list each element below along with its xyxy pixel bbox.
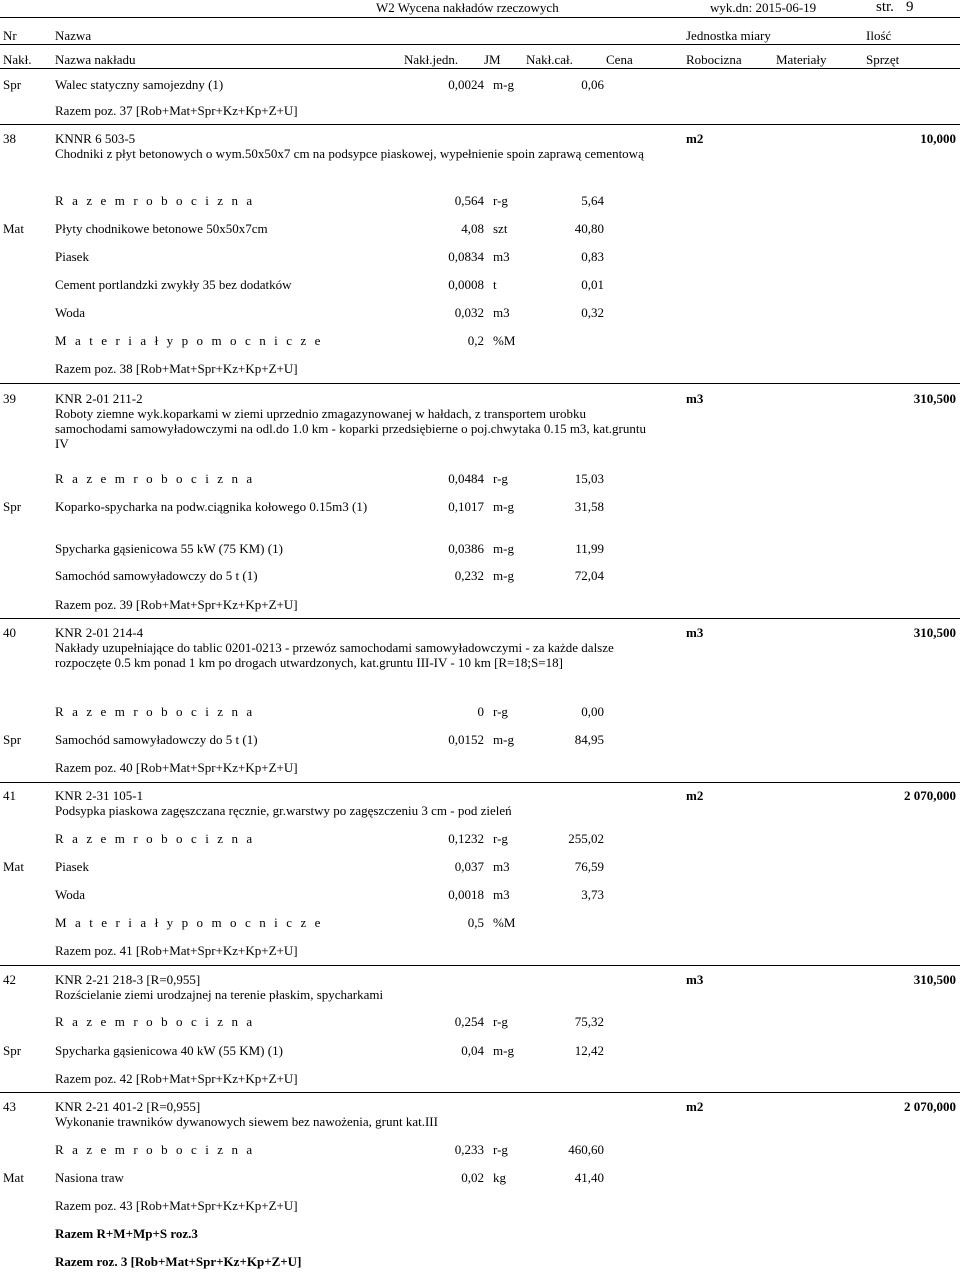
total-value: 11,99: [575, 541, 604, 556]
position-summary: Razem poz. 38 [Rob+Mat+Spr+Kz+Kp+Z+U]: [55, 361, 298, 376]
position-divider: [0, 782, 960, 783]
position-quantity: 2 070,000: [904, 788, 956, 803]
unit-measure: r-g: [493, 471, 508, 486]
position-divider: [0, 965, 960, 966]
resource-name: Piasek: [55, 249, 89, 264]
position-description: Roboty ziemne wyk.koparkami w ziemi uprzednio zmagazynowanej w hałdach, z transportem urobku samochodami samowyładowczymi na odl.do 1.0 km - koparki przedsiębierne o poj.chwytaka 0.15 m3, kat.gruntu IV: [55, 406, 646, 451]
header-nazwa-nakladu: Nazwa nakładu: [55, 52, 136, 67]
unit-value: 0,1017: [448, 499, 484, 514]
resource-type: Spr: [3, 499, 22, 514]
resource-name: Spycharka gąsienicowa 40 kW (55 KM) (1): [55, 1043, 283, 1058]
header-robocizna: Robocizna: [686, 52, 742, 67]
header-jednostka-miary: Jednostka miary: [686, 28, 771, 43]
resource-name: Woda: [55, 305, 85, 320]
unit-measure: m-g: [493, 732, 514, 747]
position-description: Podsypka piaskowa zagęszczana ręcznie, gr.warstwy po zagęszczeniu 3 cm - pod zieleń: [55, 803, 512, 818]
header-divider-middle: [0, 44, 960, 45]
resource-type: Mat: [3, 221, 24, 236]
resource-name: Samochód samowyładowczy do 5 t (1): [55, 568, 258, 583]
total-value: 3,73: [581, 887, 604, 902]
resource-name: Samochód samowyładowczy do 5 t (1): [55, 732, 258, 747]
total-value: 12,42: [574, 1043, 604, 1058]
header-sprzet: Sprzęt: [866, 52, 900, 67]
position-quantity: 310,500: [913, 391, 956, 406]
total-value: 0,06: [581, 77, 604, 92]
total-value: 0,32: [581, 305, 604, 320]
unit-value: 0,037: [454, 859, 484, 874]
unit-measure: r-g: [493, 831, 508, 846]
position-number: 42: [3, 972, 16, 987]
labor-total-label: R a z e m r o b o c i z n a: [55, 1142, 255, 1157]
unit-value: 0,1232: [448, 831, 484, 846]
unit-value: 0,0834: [448, 249, 484, 264]
resource-name: Piasek: [55, 859, 89, 874]
total-value: 5,64: [581, 193, 604, 208]
unit-value: 0,5: [467, 915, 484, 930]
position-divider: [0, 124, 960, 125]
resource-type: Spr: [3, 77, 22, 92]
position-quantity: 2 070,000: [904, 1099, 956, 1114]
total-value: 0,83: [581, 249, 604, 264]
resource-type: Mat: [3, 859, 24, 874]
unit-value: 0,0018: [448, 887, 484, 902]
position-summary: Razem poz. 40 [Rob+Mat+Spr+Kz+Kp+Z+U]: [55, 760, 298, 775]
unit-measure: m-g: [493, 541, 514, 556]
position-quantity: 10,000: [920, 131, 956, 146]
position-code: KNR 2-31 105-1: [55, 788, 144, 803]
resource-type: Mat: [3, 1170, 24, 1185]
position-divider: [0, 1092, 960, 1093]
unit-value: 0,032: [454, 305, 484, 320]
resource-name: Walec statyczny samojezdny (1): [55, 77, 224, 92]
total-value: 76,59: [574, 859, 604, 874]
header-divider-bottom: [0, 68, 960, 69]
position-summary: Razem poz. 43 [Rob+Mat+Spr+Kz+Kp+Z+U]: [55, 1198, 298, 1213]
position-quantity: 310,500: [913, 625, 956, 640]
total-value: 15,03: [574, 471, 604, 486]
unit-value: 4,08: [461, 221, 484, 236]
auxiliary-materials-label: M a t e r i a ł y p o m o c n i c z e: [55, 915, 324, 930]
unit-measure: szt: [493, 221, 508, 236]
position-code: KNR 2-21 401-2 [R=0,955]: [55, 1099, 201, 1114]
position-divider: [0, 383, 960, 384]
unit-value: 0,564: [454, 193, 484, 208]
position-unit: m3: [686, 972, 704, 987]
total-value: 31,58: [574, 499, 604, 514]
unit-measure: r-g: [493, 1142, 508, 1157]
unit-value: 0,0024: [448, 77, 484, 92]
position-summary: Razem poz. 39 [Rob+Mat+Spr+Kz+Kp+Z+U]: [55, 597, 298, 612]
unit-value: 0,2: [467, 333, 484, 348]
unit-value: 0,233: [454, 1142, 484, 1157]
total-value: 40,80: [574, 221, 604, 236]
unit-measure: kg: [493, 1170, 506, 1185]
position-number: 40: [3, 625, 16, 640]
position-description: Nakłady uzupełniające do tablic 0201-0213 - przewóz samochodami samowyładowczymi - za każde dalsze rozpoczęte 0.5 km ponad 1 km po drogach utwardzonych, kat.gruntu III-IV - 10 km [R=18;S=18]: [55, 640, 614, 670]
position-summary: Razem poz. 37 [Rob+Mat+Spr+Kz+Kp+Z+U]: [55, 103, 298, 118]
labor-total-label: R a z e m r o b o c i z n a: [55, 193, 255, 208]
header-jm: JM: [484, 52, 501, 67]
position-number: 39: [3, 391, 16, 406]
unit-value: 0,0152: [448, 732, 484, 747]
header-nazwa: Nazwa: [55, 28, 92, 43]
unit-value: 0,0484: [448, 471, 484, 486]
creation-date: wyk.dn: 2015-06-19: [710, 0, 817, 15]
chapter-total-rmsp: Razem R+M+Mp+S roz.3: [55, 1226, 198, 1241]
position-code: KNNR 6 503-5: [55, 131, 136, 146]
header-naklad-calkowity: Nakł.cał.: [526, 52, 573, 67]
position-number: 38: [3, 131, 16, 146]
unit-value: 0,254: [454, 1014, 484, 1029]
position-unit: m2: [686, 788, 704, 803]
unit-measure: m3: [493, 887, 510, 902]
position-summary: Razem poz. 42 [Rob+Mat+Spr+Kz+Kp+Z+U]: [55, 1071, 298, 1086]
header-ilosc: Ilość: [866, 28, 892, 43]
position-summary: Razem poz. 41 [Rob+Mat+Spr+Kz+Kp+Z+U]: [55, 943, 298, 958]
unit-measure: m-g: [493, 499, 514, 514]
resource-name: Cement portlandzki zwykły 35 bez dodatków: [55, 277, 292, 292]
position-quantity: 310,500: [913, 972, 956, 987]
unit-measure: r-g: [493, 704, 508, 719]
unit-value: 0,0386: [448, 541, 484, 556]
position-number: 41: [3, 788, 16, 803]
unit-measure: t: [493, 277, 497, 292]
position-code: KNR 2-01 211-2: [55, 391, 143, 406]
unit-measure: m-g: [493, 77, 514, 92]
labor-total-label: R a z e m r o b o c i z n a: [55, 471, 255, 486]
header-divider-top: [0, 17, 960, 18]
labor-total-label: R a z e m r o b o c i z n a: [55, 704, 255, 719]
total-value: 460,60: [568, 1142, 604, 1157]
unit-measure: m3: [493, 859, 510, 874]
unit-measure: m-g: [493, 1043, 514, 1058]
position-code: KNR 2-01 214-4: [55, 625, 144, 640]
position-number: 43: [3, 1099, 16, 1114]
position-description: Rozścielanie ziemi urodzajnej na terenie płaskim, spycharkami: [55, 987, 384, 1002]
unit-value: 0,232: [454, 568, 484, 583]
chapter-total-all: Razem roz. 3 [Rob+Mat+Spr+Kz+Kp+Z+U]: [55, 1254, 302, 1269]
unit-measure: %M: [493, 915, 516, 930]
unit-measure: m3: [493, 305, 510, 320]
total-value: 0,01: [581, 277, 604, 292]
unit-value: 0,0008: [448, 277, 484, 292]
page-number: 9: [906, 0, 914, 15]
header-naklad-jednostkowy: Nakł.jedn.: [404, 52, 459, 67]
position-code: KNR 2-21 218-3 [R=0,955]: [55, 972, 201, 987]
position-divider: [0, 618, 960, 619]
page-label: str.: [876, 0, 894, 15]
unit-measure: m-g: [493, 568, 514, 583]
header-cena: Cena: [606, 52, 633, 67]
position-unit: m3: [686, 625, 704, 640]
position-description: Chodniki z płyt betonowych o wym.50x50x7 cm na podsypce piaskowej, wypełnienie spoin zaprawą cementową: [55, 146, 644, 161]
auxiliary-materials-label: M a t e r i a ł y p o m o c n i c z e: [55, 333, 324, 348]
resource-name: Spycharka gąsienicowa 55 kW (75 KM) (1): [55, 541, 283, 556]
total-value: 0,00: [581, 704, 604, 719]
header-nr: Nr: [3, 28, 17, 43]
unit-value: 0,04: [461, 1043, 484, 1058]
total-value: 72,04: [574, 568, 604, 583]
header-materialy: Materiały: [776, 52, 827, 67]
resource-name: Płyty chodnikowe betonowe 50x50x7cm: [55, 221, 268, 236]
unit-measure: m3: [493, 249, 510, 264]
unit-measure: %M: [493, 333, 516, 348]
total-value: 41,40: [574, 1170, 604, 1185]
position-unit: m2: [686, 131, 704, 146]
unit-measure: r-g: [493, 193, 508, 208]
resource-type: Spr: [3, 1043, 22, 1058]
total-value: 75,32: [574, 1014, 604, 1029]
document-title: W2 Wycena nakładów rzeczowych: [376, 0, 559, 15]
unit-measure: r-g: [493, 1014, 508, 1029]
unit-value: 0,02: [461, 1170, 484, 1185]
header-naklad: Nakł.: [3, 52, 32, 67]
position-unit: m3: [686, 391, 704, 406]
resource-name: Nasiona traw: [55, 1170, 124, 1185]
resource-type: Spr: [3, 732, 22, 747]
resource-name: Woda: [55, 887, 85, 902]
resource-name: Koparko-spycharka na podw.ciągnika kołowego 0.15m3 (1): [55, 499, 368, 514]
position-description: Wykonanie trawników dywanowych siewem bez nawożenia, grunt kat.III: [55, 1114, 438, 1129]
total-value: 255,02: [568, 831, 604, 846]
position-unit: m2: [686, 1099, 704, 1114]
labor-total-label: R a z e m r o b o c i z n a: [55, 1014, 255, 1029]
labor-total-label: R a z e m r o b o c i z n a: [55, 831, 255, 846]
unit-value: 0: [477, 704, 484, 719]
total-value: 84,95: [574, 732, 604, 747]
